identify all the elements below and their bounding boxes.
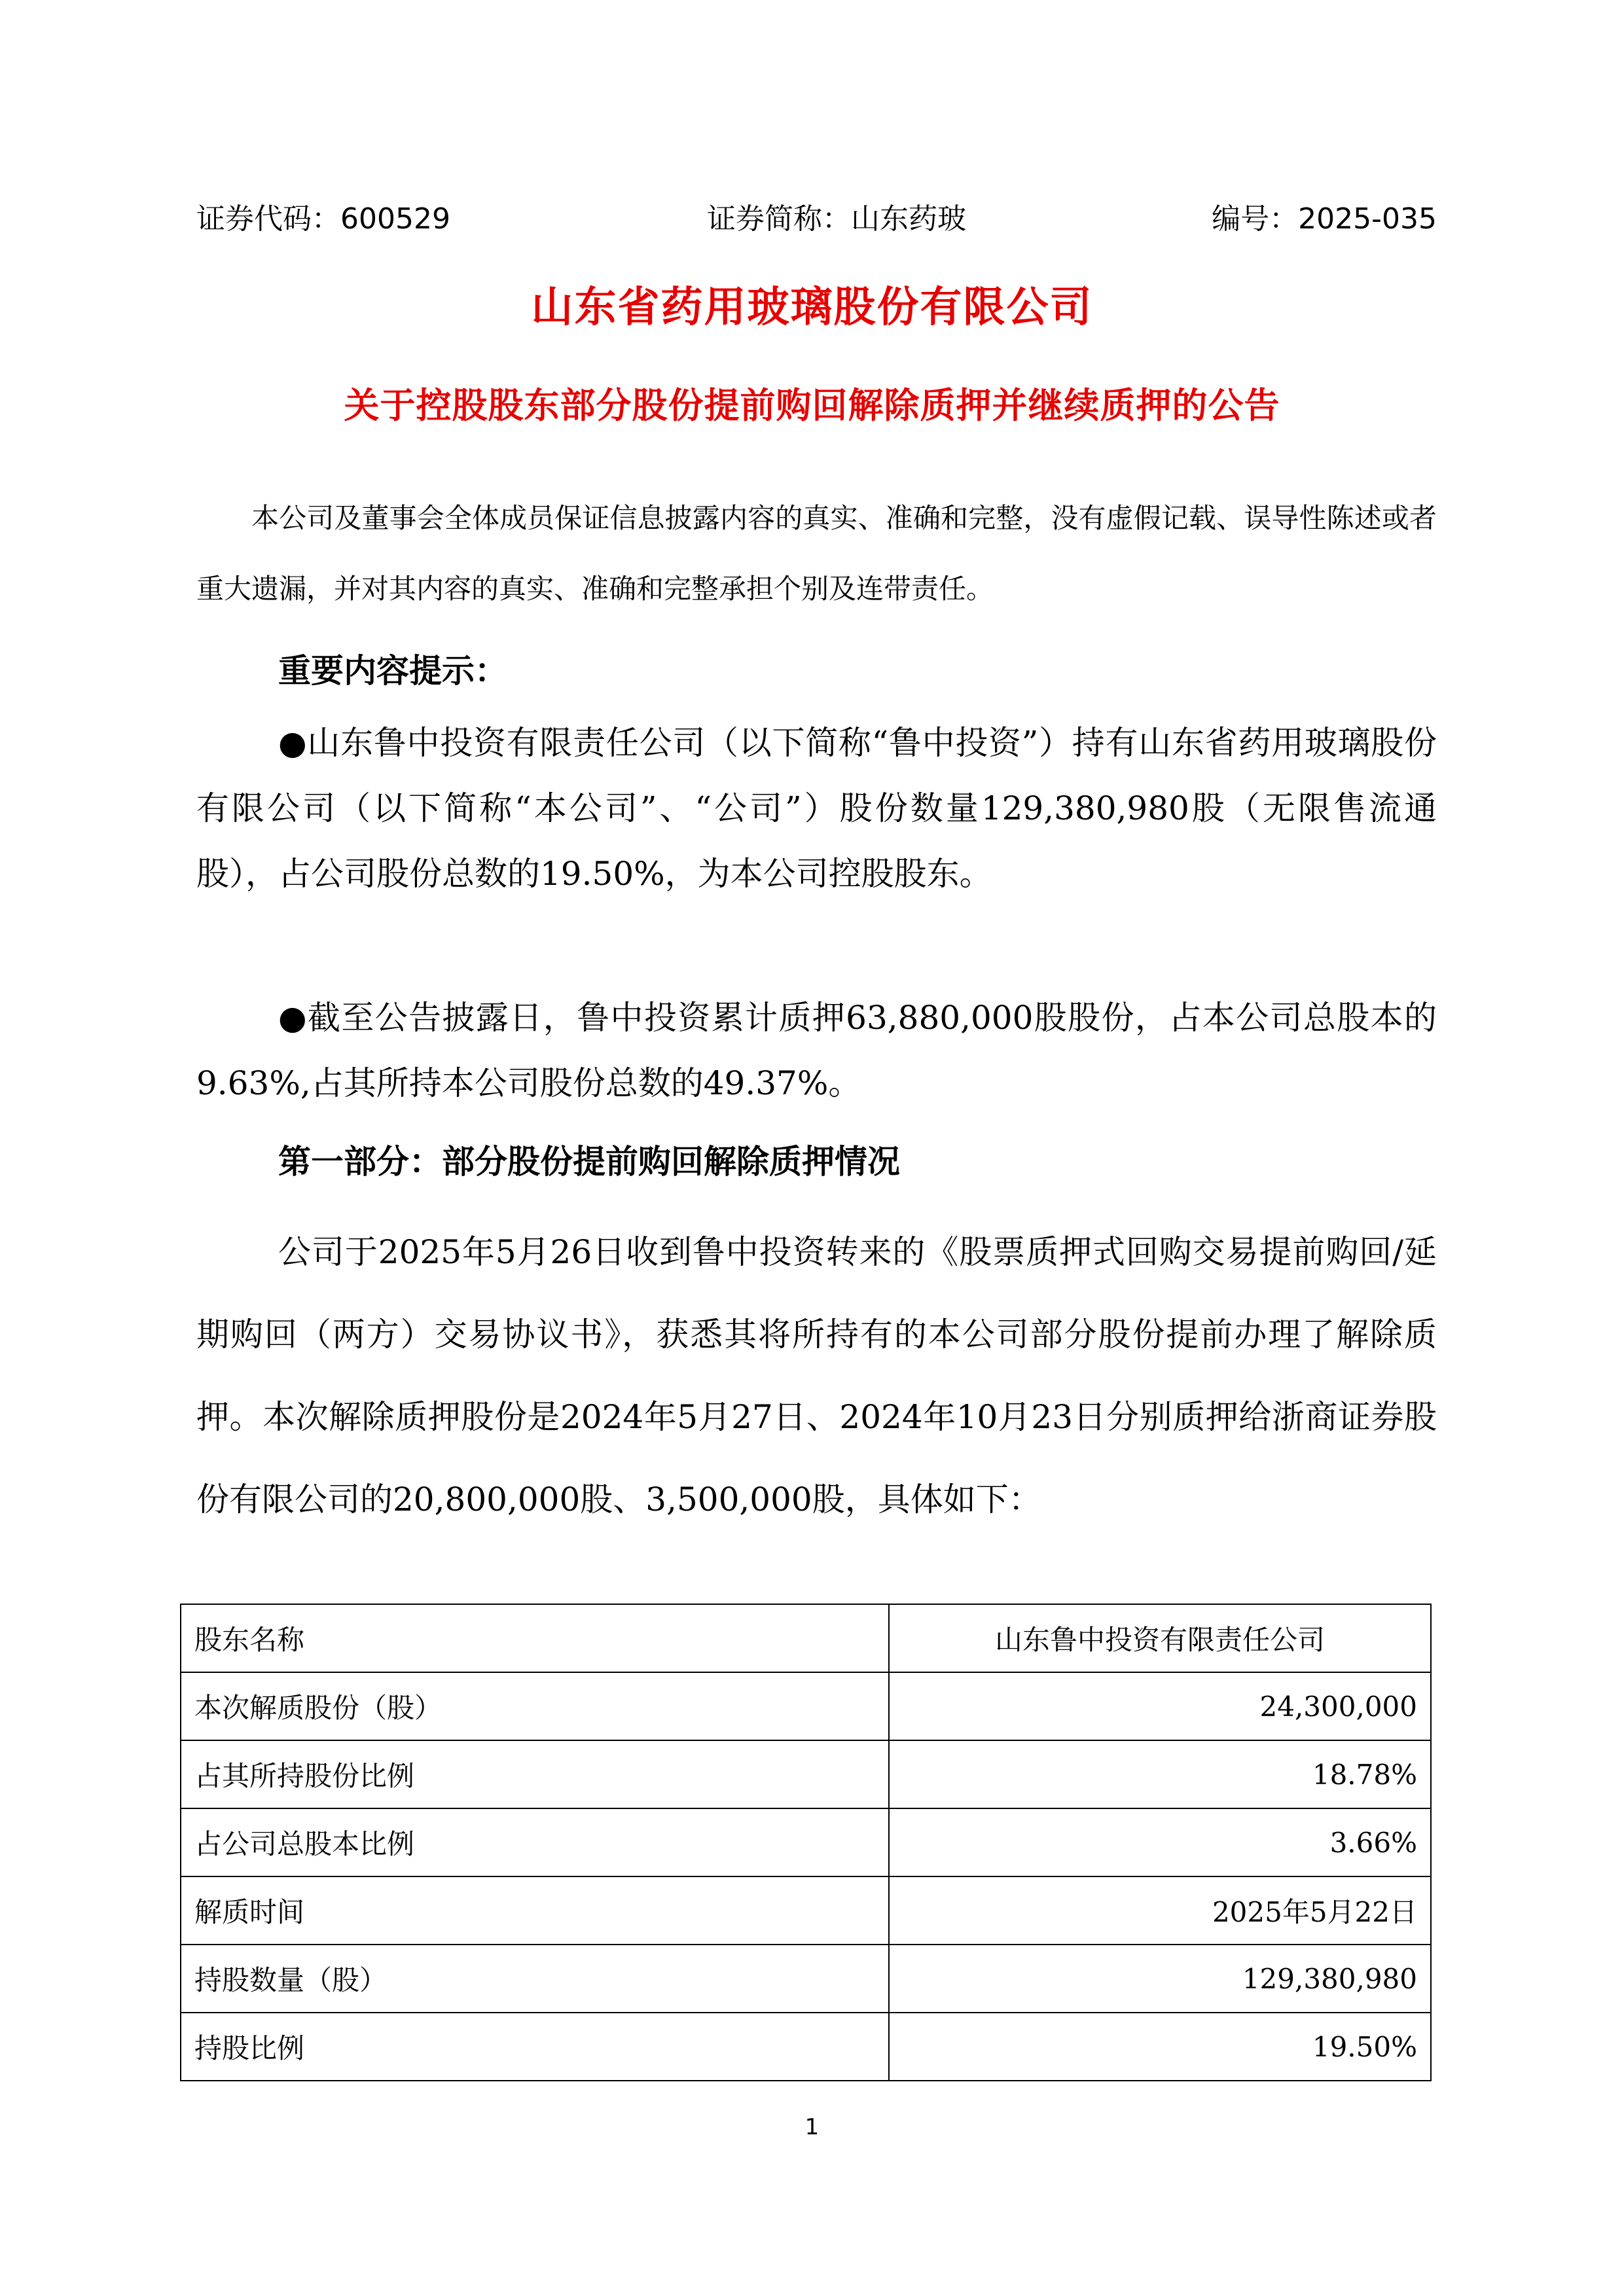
table-value-cell: 18.78%	[889, 1740, 1431, 1808]
table-value-cell: 山东鲁中投资有限责任公司	[889, 1604, 1431, 1672]
table-label-cell: 股东名称	[181, 1604, 889, 1672]
table-row	[181, 1876, 1431, 1945]
table-label-cell: 占其所持股份比例	[181, 1740, 889, 1808]
section-heading-part1: 第一部分：部分股份提前购回解除质押情况	[278, 1143, 900, 1181]
table-label-cell: 持股数量（股）	[181, 1945, 889, 2013]
table-label-cell: 占公司总股本比例	[181, 1808, 889, 1876]
security-abbreviation: 证券简称：山东药玻	[707, 202, 966, 236]
table-row	[181, 1808, 1431, 1876]
disclaimer-paragraph: 本公司及董事会全体成员保证信息披露内容的真实、准确和完整，没有虚假记载、误导性陈述或者重大遗漏，并对其内容的真实、准确和完整承担个别及连带责任。	[196, 502, 1437, 605]
security-code: 证券代码：600529	[196, 202, 450, 236]
table-label-cell: 本次解质股份（股）	[181, 1672, 889, 1740]
document-number: 编号：2025-035	[1212, 202, 1437, 236]
table-label-cell: 解质时间	[181, 1876, 889, 1945]
table-row	[181, 1604, 1431, 1672]
table-value-cell: 129,380,980	[889, 1945, 1431, 2013]
key-point-bullet: ●截至公告披露日，鲁中投资累计质押63,880,000股股份，占本公司总股本的9.63%,占其所持本公司股份总数的49.37%。	[196, 999, 1437, 1102]
table-row	[181, 2013, 1431, 2081]
key-points-heading: 重要内容提示：	[278, 652, 507, 690]
table-row	[181, 1740, 1431, 1808]
header-row	[196, 196, 1437, 242]
table-label-cell: 持股比例	[181, 2013, 889, 2081]
table-row	[181, 1672, 1431, 1740]
pledge-release-table	[180, 1604, 1432, 2081]
table-value-cell: 2025年5月22日	[889, 1876, 1431, 1945]
table-value-cell: 3.66%	[889, 1808, 1431, 1876]
table-value-cell: 19.50%	[889, 2013, 1431, 2081]
page-number: 1	[804, 2114, 820, 2140]
table-row	[181, 1945, 1431, 2013]
key-point-bullet: ●山东鲁中投资有限责任公司（以下简称“鲁中投资”）持有山东省药用玻璃股份有限公司（以下简称“本公司”、“公司”）股份数量129,380,980股（无限售流通股），占公司股份总数的19.50%，为本公司控股股东。	[196, 724, 1437, 893]
company-title: 山东省药用玻璃股份有限公司	[531, 283, 1093, 332]
part1-paragraph: 公司于2025年5月26日收到鲁中投资转来的《股票质押式回购交易提前购回/延期购回（两方）交易协议书》，获悉其将所持有的本公司部分股份提前办理了解除质押。本次解除质押股份是2024年5月27日、2024年10月23日分别质押给浙商证券股份有限公司的20,800,000股、3,500,000股，具体如下：	[196, 1233, 1437, 1518]
table-value-cell: 24,300,000	[889, 1672, 1431, 1740]
announcement-title: 关于控股股东部分股份提前购回解除质押并继续质押的公告	[344, 385, 1280, 426]
